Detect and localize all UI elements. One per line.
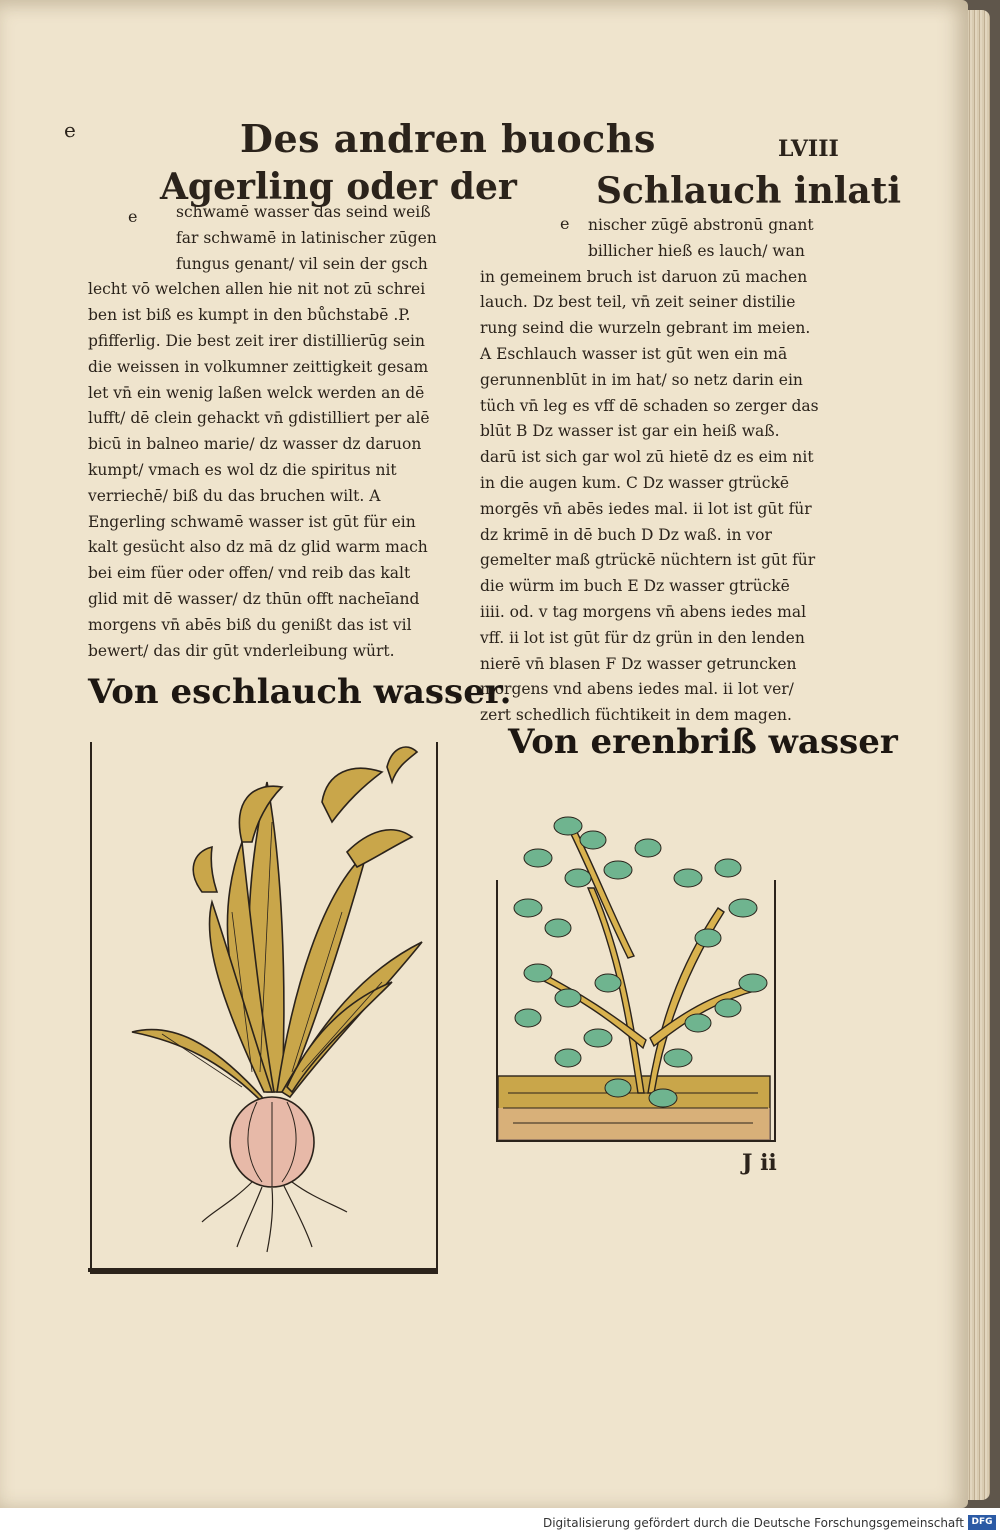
dfg-logo-icon: DFG [968, 1515, 996, 1530]
text-line: lecht vō welchen allen hie nit not zū schrei [88, 280, 426, 299]
text-line: bicū in balneo marie/ dz wasser dz daruon [88, 435, 422, 454]
text-line: lauch. Dz best teil, vn̄ zeit seiner distilie [480, 293, 796, 312]
text-line: die würm im buch E Dz wasser gtrückē [480, 577, 790, 596]
text-line: bei eim füer oder offen/ vnd reib das kalt [88, 564, 411, 583]
right-text-column [480, 213, 852, 729]
text-line: darū ist sich gar wol zū hietē dz es eim nit [480, 448, 814, 467]
text-line: rung seind die wurzeln gebrant im meien. [480, 319, 811, 338]
text-line: bewert/ das dir gūt vnderleibung würt. [88, 641, 395, 660]
text-line: schwamē wasser das seind weiß [176, 203, 431, 221]
text-line: in gemeinem bruch ist daruon zū machen [480, 267, 808, 286]
folio-number: LVIII [778, 136, 839, 162]
text-line: gemelter maß gtrückē nüchtern ist gūt für [480, 551, 816, 570]
text-line: kumpt/ vmach es wol dz die spiritus nit [88, 460, 397, 479]
text-line: kalt gesücht also dz mā dz glid warm mach [88, 538, 428, 557]
text-line: dz krimē in dē buch D Dz waß. in vor [480, 525, 772, 544]
text-line: blūt B Dz wasser ist gar ein heiß waß. [480, 422, 780, 441]
text-line: in die augen kum. C Dz wasser gtrückē [480, 473, 790, 492]
text-line: let vn̄ ein wenig laßen welck werden an dē [88, 383, 425, 402]
text-line: morgens vn̄ abēs biß du genißt das ist vil [88, 615, 412, 634]
signature-mark: J ii [742, 1150, 777, 1176]
caption-erenbriss: Von erenbriß wasser [508, 722, 898, 762]
text-line: die weissen in volkumner zeittigkeit gesam [88, 357, 429, 376]
text-line: morgēs vn̄ abēs iedes mal. ii lot ist gūt für [480, 499, 812, 518]
right-heading: Schlauch inlati [596, 170, 902, 212]
caption-eschlauch: Von eschlauch wasser. [88, 672, 512, 712]
text-line: iiii. od. v tag morgens vn̄ abens iedes mal [480, 602, 807, 621]
left-margin-letter: e [128, 207, 138, 226]
text-line: vff. ii lot ist gūt für dz grün in den lenden [480, 628, 805, 647]
leek-woodcut-illustration [92, 742, 436, 1272]
text-line: pfifferlig. Die best zeit irer distillierūg sein [88, 331, 425, 350]
text-line: gerunnenblūt in im hat/ so netz darin ein [480, 370, 803, 389]
right-margin-letter: e [560, 214, 570, 233]
running-title: Des andren buochs [240, 116, 656, 161]
text-line: glid mit dē wasser/ dz thūn offt nacheīand [88, 589, 420, 608]
text-line: Engerling schwamē wasser ist gūt für ein [88, 512, 416, 531]
text-line: nischer zūgē abstronū gnant [588, 216, 814, 234]
erenbriss-woodcut-illustration [498, 808, 778, 1142]
text-line: A Eschlauch wasser ist gūt wen ein mā [480, 344, 788, 363]
footer-bar [0, 1508, 1000, 1538]
text-line: verriechē/ biß du das bruchen wilt. A [88, 486, 381, 505]
text-line: far schwamē in latinischer zūgen [176, 228, 437, 247]
text-line: nierē vn̄ blasen F Dz wasser getruncken [480, 654, 797, 673]
footer-credit: Digitalisierung gefördert durch die Deutsche Forschungsgemeinschaft [542, 1516, 964, 1530]
text-line: ben ist biß es kumpt in den bůchstabē .P. [88, 306, 411, 325]
page-mark: e [64, 118, 76, 142]
text-line: morgens vnd abens iedes mal. ii lot ver/ [480, 680, 794, 699]
text-line: tüch vn̄ leg es vff dē schaden so zerger das [480, 396, 819, 415]
text-line: billicher hieß es lauch/ wan [588, 241, 805, 260]
text-line: zert schedlich füchtikeit in dem magen. [480, 706, 792, 725]
left-text-column [88, 200, 460, 664]
left-heading: Agerling oder der [160, 166, 517, 208]
text-line: fungus genant/ vil sein der gsch [176, 254, 428, 273]
text-line: lufft/ dē clein gehackt vn̄ gdistilliert per alē [88, 409, 430, 428]
woodcut-baseline-left [88, 1268, 436, 1272]
